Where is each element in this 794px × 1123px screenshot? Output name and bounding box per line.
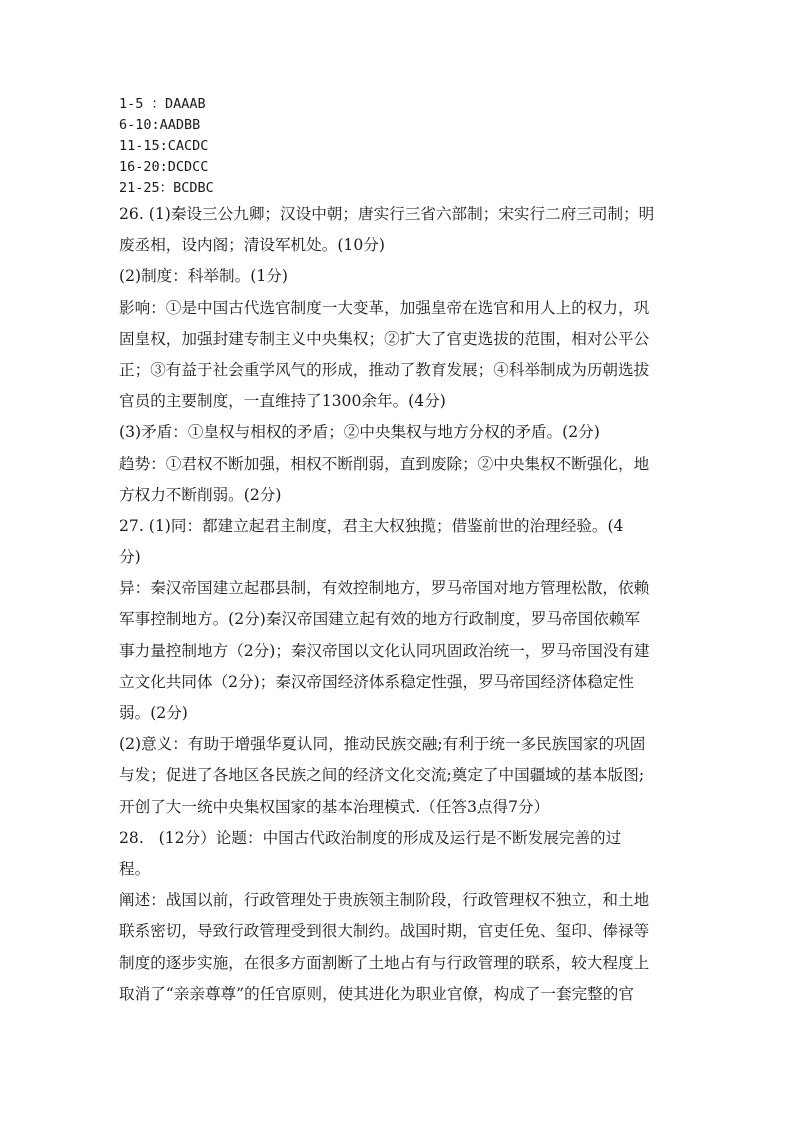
text-line: 方权力不断削弱。(2分) (119, 485, 282, 504)
answer-sheet-page (119, 94, 679, 1010)
text-line: (2)意义：有助于增强华夏认同，推动民族交融;有利于统一多民族国家的巩固 (119, 735, 646, 754)
text-line: 弱。(2分) (119, 704, 188, 722)
answer-line: 16-20:DCDCC (119, 159, 209, 175)
answer-line: 1-5 ：DAAAB (119, 96, 206, 112)
essay-answers (119, 199, 679, 1010)
text-line: 与发；促进了各地区各民族之间的经济文化交流;奠定了中国疆域的基本版图; (119, 766, 645, 785)
text-line: 阐述：战国以前，行政管理处于贵族领主制阶段，行政管理权不独立，和土地 (119, 891, 650, 910)
text-line: 军事控制地方。(2分)秦汉帝国建立起有效的地方行政制度，罗马帝国依赖军 (119, 610, 641, 629)
text-line: (3)矛盾：①皇权与相权的矛盾；②中央集权与地方分权的矛盾。(2分) (119, 423, 600, 442)
text-line: 立文化共同体（2分)；秦汉帝国经济体系稳定性强，罗马帝国经济体稳定性 (119, 672, 635, 691)
answer-line: 21-25：BCDBC (119, 180, 214, 196)
text-line: 事力量控制地方（2分)；秦汉帝国以文化认同巩固政治统一，罗马帝国没有建 (119, 641, 650, 660)
text-line: 联系密切，导致行政管理受到很大制约。战国时期，官吏任免、玺印、俸禄等 (119, 922, 650, 941)
text-line: 制度的逐步实施，在很多方面割断了土地占有与行政管理的联系，较大程度上 (119, 953, 650, 972)
text-line: 取消了“亲亲尊尊”的任官原则，使其进化为职业官僚，构成了一套完整的官 (119, 984, 634, 1003)
text-line: 固皇权，加强封建专制主义中央集权；②扩大了官吏选拔的范围，相对公平公 (119, 329, 650, 348)
text-line: 影响：①是中国古代选官制度一大变革，加强皇帝在选官和用人上的权力，巩 (119, 298, 650, 317)
text-line: 27. (1)同：都建立起君主制度，君主大权独揽；借鉴前世的治理经验。(4 (119, 516, 624, 535)
text-line: 开创了大一统中央集权国家的基本治理模式.（任答3点得7分） (119, 797, 550, 816)
text-line: 趋势：①君权不断加强，相权不断削弱，直到废除；②中央集权不断强化，地 (119, 454, 650, 473)
text-line: 程。 (119, 859, 151, 878)
text-line: 28. (12分）论题：中国古代政治制度的形成及运行是不断发展完善的过 (119, 828, 622, 847)
text-line: 异：秦汉帝国建立起郡县制，有效控制地方，罗马帝国对地方管理松散，依赖 (119, 579, 650, 598)
text-line: 26. (1)秦设三公九卿；汉设中朝；唐实行三省六部制；宋实行二府三司制；明 (119, 205, 655, 223)
text-line: 分) (119, 548, 141, 567)
text-line: 正；③有益于社会重学风气的形成，推动了教育发展；④科举制成为历朝选拔 (119, 360, 650, 379)
answer-line: 6-10:AADBB (119, 117, 201, 133)
text-line: 废丞相，设内阁；清设军机处。(10分) (119, 236, 385, 255)
multiple-choice-answers (119, 94, 679, 199)
answer-line: 11-15:CACDC (119, 138, 209, 154)
text-line: (2)制度：科举制。(1分) (119, 267, 288, 286)
text-line: 官员的主要制度，一直维持了1300余年。(4分) (119, 392, 446, 411)
